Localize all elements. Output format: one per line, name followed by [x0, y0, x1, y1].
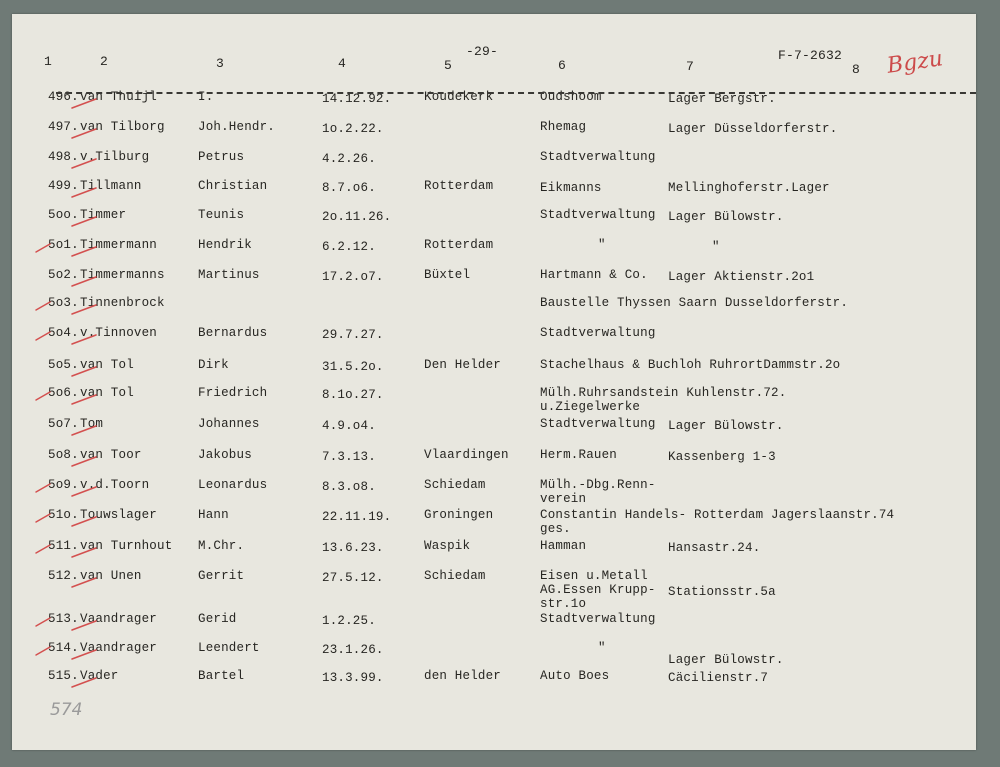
handwritten-signature: Bgzu — [885, 46, 945, 79]
birth-place: den Helder — [424, 669, 502, 683]
first-name: Hendrik — [198, 238, 252, 252]
birth-date: 8.1o.27. — [322, 388, 384, 402]
employer: Eikmanns — [540, 181, 602, 195]
birth-date: 17.2.o7. — [322, 270, 384, 284]
entry-number: 498. — [48, 150, 79, 164]
entry-number: 5oo. — [48, 208, 79, 222]
employer: Mülh.-Dbg.Renn- — [540, 478, 656, 492]
first-name: Petrus — [198, 150, 245, 164]
red-check-mark — [70, 332, 100, 346]
birth-place: Büxtel — [424, 268, 471, 282]
surname: Tinnenbrock — [80, 296, 165, 310]
birth-date: 22.11.19. — [322, 510, 392, 524]
employer: Rhemag — [540, 120, 587, 134]
birth-place: Waspik — [424, 539, 471, 553]
red-check-mark — [70, 514, 100, 528]
birth-date: 8.7.o6. — [322, 181, 376, 195]
red-check-mark — [70, 618, 100, 632]
address: Lager Aktienstr.2o1 — [668, 270, 815, 284]
employer-continued: ges. — [540, 522, 571, 536]
birth-place: Schiedam — [424, 569, 486, 583]
birth-date: 31.5.2o. — [322, 360, 384, 374]
entry-number: 513. — [48, 612, 79, 626]
red-check-mark — [70, 302, 100, 316]
red-check-mark — [70, 156, 100, 170]
surname: van Thuijl — [80, 90, 158, 104]
employer: Constantin Handels- Rotterdam Jagerslaanstr.74 — [540, 508, 895, 522]
entry-number: 499. — [48, 179, 79, 193]
first-name: Johannes — [198, 417, 260, 431]
red-check-mark — [70, 575, 100, 589]
first-name: M.Chr. — [198, 539, 245, 553]
birth-place: Vlaardingen — [424, 448, 509, 462]
red-check-mark — [70, 392, 100, 406]
red-check-mark — [70, 244, 100, 258]
address: Stationsstr.5a — [668, 585, 776, 599]
surname: Timmermanns — [80, 268, 165, 282]
header-divider — [56, 92, 976, 94]
red-check-mark — [34, 328, 54, 342]
red-check-mark — [34, 510, 54, 524]
address: Hansastr.24. — [668, 541, 761, 555]
surname: Tom — [80, 417, 104, 431]
red-check-mark — [70, 647, 100, 661]
entry-number: 51o. — [48, 508, 79, 522]
entry-number: 5o1. — [48, 238, 79, 252]
column-number: 5 — [444, 58, 453, 73]
surname: Vaandrager — [80, 641, 158, 655]
employer: Hamman — [540, 539, 587, 553]
address: Lager Düsseldorferstr. — [668, 122, 838, 136]
entry-number: 5o2. — [48, 268, 79, 282]
birth-date: 27.5.12. — [322, 571, 384, 585]
red-check-mark — [34, 541, 54, 555]
red-check-mark — [34, 240, 54, 254]
entry-number: 5o5. — [48, 358, 79, 372]
birth-place: Groningen — [424, 508, 494, 522]
red-check-mark — [70, 454, 100, 468]
birth-date: 14.12.92. — [322, 92, 392, 106]
first-name: Bartel — [198, 669, 245, 683]
employer: Stadtverwaltung — [540, 326, 656, 340]
red-check-mark — [70, 364, 100, 378]
birth-date: 23.1.26. — [322, 643, 384, 657]
birth-date: 1o.2.22. — [322, 122, 384, 136]
red-check-mark — [70, 185, 100, 199]
first-name: Leonardus — [198, 478, 268, 492]
first-name: Dirk — [198, 358, 229, 372]
red-check-mark — [70, 96, 100, 110]
birth-date: 4.9.o4. — [322, 419, 376, 433]
entry-number: 5o6. — [48, 386, 79, 400]
birth-date: 8.3.o8. — [322, 480, 376, 494]
employer-continued: AG.Essen Krupp- — [540, 583, 656, 597]
birth-place: Rotterdam — [424, 179, 494, 193]
birth-date: 1.2.25. — [322, 614, 376, 628]
entry-number: 5o9. — [48, 478, 79, 492]
employer: Oudshoom — [540, 90, 602, 104]
surname: van Turnhout — [80, 539, 173, 553]
birth-date: 13.6.23. — [322, 541, 384, 555]
entry-number: 5o7. — [48, 417, 79, 431]
surname: Vader — [80, 669, 119, 683]
birth-date: 6.2.12. — [322, 240, 376, 254]
first-name: Leendert — [198, 641, 260, 655]
address: Lager Bülowstr. — [668, 419, 784, 433]
column-number: 8 — [852, 62, 861, 77]
first-name: Martinus — [198, 268, 260, 282]
birth-date: 2o.11.26. — [322, 210, 392, 224]
column-number: 6 — [558, 58, 567, 73]
employer: Stadtverwaltung — [540, 417, 656, 431]
red-check-mark — [34, 298, 54, 312]
column-number: 7 — [686, 59, 695, 74]
red-check-mark — [70, 274, 100, 288]
red-check-mark — [70, 423, 100, 437]
page-number: -29- — [466, 44, 499, 59]
employer-continued: verein — [540, 492, 587, 506]
employer: Mülh.Ruhrsandstein Kuhlenstr.72. — [540, 386, 787, 400]
address: " — [712, 240, 720, 254]
red-check-mark — [70, 545, 100, 559]
employer: Eisen u.Metall — [540, 569, 648, 583]
employer: " — [598, 641, 606, 655]
address: Lager Bergstr. — [668, 92, 776, 106]
first-name: Christian — [198, 179, 268, 193]
employer-continued: u.Ziegelwerke — [540, 400, 641, 414]
red-check-mark — [70, 675, 100, 689]
entry-number: 5o8. — [48, 448, 79, 462]
surname: van Unen — [80, 569, 142, 583]
red-check-mark — [34, 614, 54, 628]
first-name: Teunis — [198, 208, 245, 222]
red-check-mark — [34, 388, 54, 402]
entry-number: 511. — [48, 539, 79, 553]
surname: Touwslager — [80, 508, 158, 522]
entry-number: 515. — [48, 669, 79, 683]
employer-continued: str.1o — [540, 597, 587, 611]
birth-date: 7.3.13. — [322, 450, 376, 464]
first-name: I. — [198, 90, 214, 104]
employer: Stadtverwaltung — [540, 150, 656, 164]
employer: Hartmann & Co. — [540, 268, 648, 282]
birth-date: 29.7.27. — [322, 328, 384, 342]
surname: Tillmann — [80, 179, 142, 193]
surname: v.Tilburg — [80, 150, 150, 164]
first-name: Bernardus — [198, 326, 268, 340]
address: Lager Bülowstr. — [668, 210, 784, 224]
surname: Timmermann — [80, 238, 158, 252]
file-reference: F-7-2632 — [778, 48, 843, 63]
entry-number: 5o3. — [48, 296, 79, 310]
column-number: 2 — [100, 54, 109, 69]
surname: van Tilborg — [80, 120, 165, 134]
birth-place: Rotterdam — [424, 238, 494, 252]
first-name: Jakobus — [198, 448, 252, 462]
employer: Stadtverwaltung — [540, 208, 656, 222]
surname: Timmer — [80, 208, 127, 222]
entry-number: 496. — [48, 90, 79, 104]
column-number: 1 — [44, 54, 53, 69]
address: Cäcilienstr.7 — [668, 671, 769, 685]
employer: " — [598, 238, 606, 252]
surname: van Tol — [80, 386, 134, 400]
address: Kassenberg 1-3 — [668, 450, 776, 464]
pencil-note: 574 — [50, 700, 83, 720]
first-name: Hann — [198, 508, 229, 522]
first-name: Gerrit — [198, 569, 245, 583]
red-check-mark — [70, 126, 100, 140]
employer: Herm.Rauen — [540, 448, 618, 462]
employer: Stadtverwaltung — [540, 612, 656, 626]
surname: van Tol — [80, 358, 134, 372]
birth-date: 13.3.99. — [322, 671, 384, 685]
birth-date: 4.2.26. — [322, 152, 376, 166]
birth-place: Koudekerk — [424, 90, 494, 104]
surname: v.Tinnoven — [80, 326, 158, 340]
red-check-mark — [70, 214, 100, 228]
birth-place: Den Helder — [424, 358, 502, 372]
red-check-mark — [70, 484, 100, 498]
surname: Vaandrager — [80, 612, 158, 626]
column-number: 3 — [216, 56, 225, 71]
employer: Auto Boes — [540, 669, 610, 683]
address: Mellinghoferstr.Lager — [668, 181, 830, 195]
surname: van Toor — [80, 448, 142, 462]
entry-number: 497. — [48, 120, 79, 134]
employer: Baustelle Thyssen Saarn Dusseldorferstr. — [540, 296, 849, 310]
red-check-mark — [34, 480, 54, 494]
first-name: Gerid — [198, 612, 237, 626]
entry-number: 514. — [48, 641, 79, 655]
birth-place: Schiedam — [424, 478, 486, 492]
address: Lager Bülowstr. — [668, 653, 784, 667]
employer: Stachelhaus & Buchloh RuhrortDammstr.2o — [540, 358, 841, 372]
surname: v.d.Toorn — [80, 478, 150, 492]
document-page — [12, 14, 976, 750]
first-name: Joh.Hendr. — [198, 120, 276, 134]
entry-number: 512. — [48, 569, 79, 583]
red-check-mark — [34, 643, 54, 657]
first-name: Friedrich — [198, 386, 268, 400]
entry-number: 5o4. — [48, 326, 79, 340]
column-number: 4 — [338, 56, 347, 71]
